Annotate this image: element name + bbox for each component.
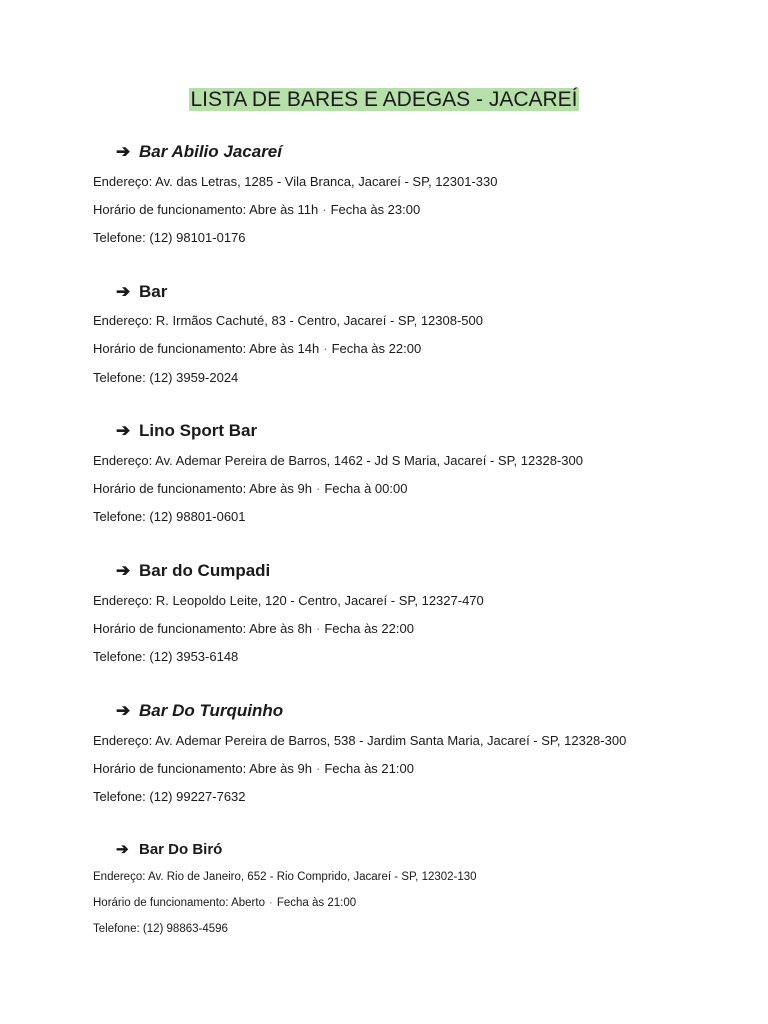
- address-line: [93, 869, 477, 885]
- address-label: Endereço:: [93, 593, 153, 608]
- hours-label: Horário de funcionamento:: [93, 202, 247, 217]
- hours-line: [93, 761, 414, 777]
- phone-label: Telefone:: [93, 923, 140, 935]
- arrow-icon: ➔: [116, 142, 131, 161]
- arrow-icon: ➔: [116, 421, 131, 440]
- hours-label: Horário de funcionamento:: [93, 897, 229, 909]
- phone-line: [93, 649, 238, 665]
- address-value: Av. das Letras, 1285 - Vila Branca, Jacareí - SP, 12301-330: [155, 174, 498, 189]
- phone-line: [93, 789, 246, 805]
- address-value: Av. Ademar Pereira de Barros, 1462 - Jd S Maria, Jacareí - SP, 12328-300: [155, 453, 583, 468]
- separator-dot: ·: [268, 897, 273, 909]
- address-line: [93, 453, 583, 469]
- phone-value: (12) 98101-0176: [149, 230, 246, 245]
- hours-line: [93, 895, 356, 911]
- phone-value: (12) 3959-2024: [149, 370, 239, 385]
- hours-close: Fecha às 22:00: [324, 621, 414, 636]
- hours-open: Abre às 9h: [249, 761, 312, 776]
- phone-label: Telefone:: [93, 509, 146, 524]
- hours-line: [93, 341, 421, 357]
- phone-line: [93, 370, 238, 386]
- hours-open: Abre às 14h: [249, 341, 320, 356]
- hours-open: Abre às 9h: [249, 481, 312, 496]
- bar-heading: [116, 282, 167, 302]
- hours-line: [93, 621, 414, 637]
- phone-label: Telefone:: [93, 789, 146, 804]
- phone-label: Telefone:: [93, 370, 146, 385]
- address-line: [93, 733, 626, 749]
- separator-dot: ·: [315, 481, 321, 496]
- bar-heading: [116, 840, 222, 860]
- hours-close: Fecha à 00:00: [324, 481, 408, 496]
- hours-label: Horário de funcionamento:: [93, 481, 247, 496]
- address-label: Endereço:: [93, 174, 153, 189]
- bar-name: Bar Do Turquinho: [139, 701, 284, 720]
- hours-close: Fecha às 22:00: [331, 341, 422, 356]
- address-value: R. Leopoldo Leite, 120 - Centro, Jacareí - SP, 12327-470: [155, 593, 484, 608]
- separator-dot: ·: [315, 621, 321, 636]
- separator-dot: ·: [322, 202, 327, 217]
- hours-open: Abre às 11h: [249, 202, 319, 217]
- address-line: [93, 593, 484, 609]
- hours-close: Fecha às 21:00: [276, 897, 357, 909]
- hours-label: Horário de funcionamento:: [93, 761, 247, 776]
- address-value: R. Irmãos Cachuté, 83 - Centro, Jacareí - SP, 12308-500: [155, 313, 483, 328]
- hours-label: Horário de funcionamento:: [93, 621, 247, 636]
- phone-label: Telefone:: [93, 230, 146, 245]
- address-label: Endereço:: [93, 453, 153, 468]
- bar-name: Bar: [139, 282, 168, 301]
- address-label: Endereço:: [93, 871, 146, 883]
- phone-line: [93, 509, 246, 525]
- hours-line: [93, 202, 420, 218]
- bar-heading: [116, 142, 282, 162]
- arrow-icon: ➔: [116, 561, 131, 580]
- address-label: Endereço:: [93, 733, 153, 748]
- phone-value: (12) 98863-4596: [142, 923, 228, 935]
- arrow-icon: ➔: [116, 701, 131, 720]
- phone-line: [93, 230, 246, 246]
- hours-close: Fecha às 23:00: [330, 202, 421, 217]
- address-label: Endereço:: [93, 313, 153, 328]
- phone-value: (12) 98801-0601: [149, 509, 246, 524]
- bar-name: Bar Do Biró: [139, 841, 223, 858]
- hours-label: Horário de funcionamento:: [93, 341, 247, 356]
- address-line: [93, 174, 497, 190]
- phone-value: (12) 99227-7632: [149, 789, 246, 804]
- separator-dot: ·: [315, 761, 321, 776]
- bar-heading: [116, 561, 270, 581]
- phone-label: Telefone:: [93, 649, 146, 664]
- bar-name: Lino Sport Bar: [139, 421, 258, 440]
- bar-name: Bar Abilio Jacareí: [139, 142, 282, 161]
- page-title: [0, 87, 768, 113]
- bar-name: Bar do Cumpadi: [139, 561, 271, 580]
- page-title-text: LISTA DE BARES E ADEGAS - JACAREÍ: [190, 88, 578, 111]
- bar-heading: [116, 701, 283, 721]
- arrow-icon: ➔: [116, 841, 129, 858]
- hours-open: Abre às 8h: [249, 621, 312, 636]
- address-line: [93, 313, 483, 329]
- phone-value: (12) 3953-6148: [149, 649, 239, 664]
- hours-close: Fecha às 21:00: [324, 761, 414, 776]
- arrow-icon: ➔: [116, 282, 131, 301]
- separator-dot: ·: [323, 341, 328, 356]
- hours-open: Aberto: [231, 897, 265, 909]
- phone-line: [93, 921, 228, 937]
- hours-line: [93, 481, 407, 497]
- bar-heading: [116, 421, 257, 441]
- address-value: Av. Ademar Pereira de Barros, 538 - Jardim Santa Maria, Jacareí - SP, 12328-300: [155, 733, 627, 748]
- address-value: Av. Rio de Janeiro, 652 - Rio Comprido, Jacareí - SP, 12302-130: [148, 871, 477, 883]
